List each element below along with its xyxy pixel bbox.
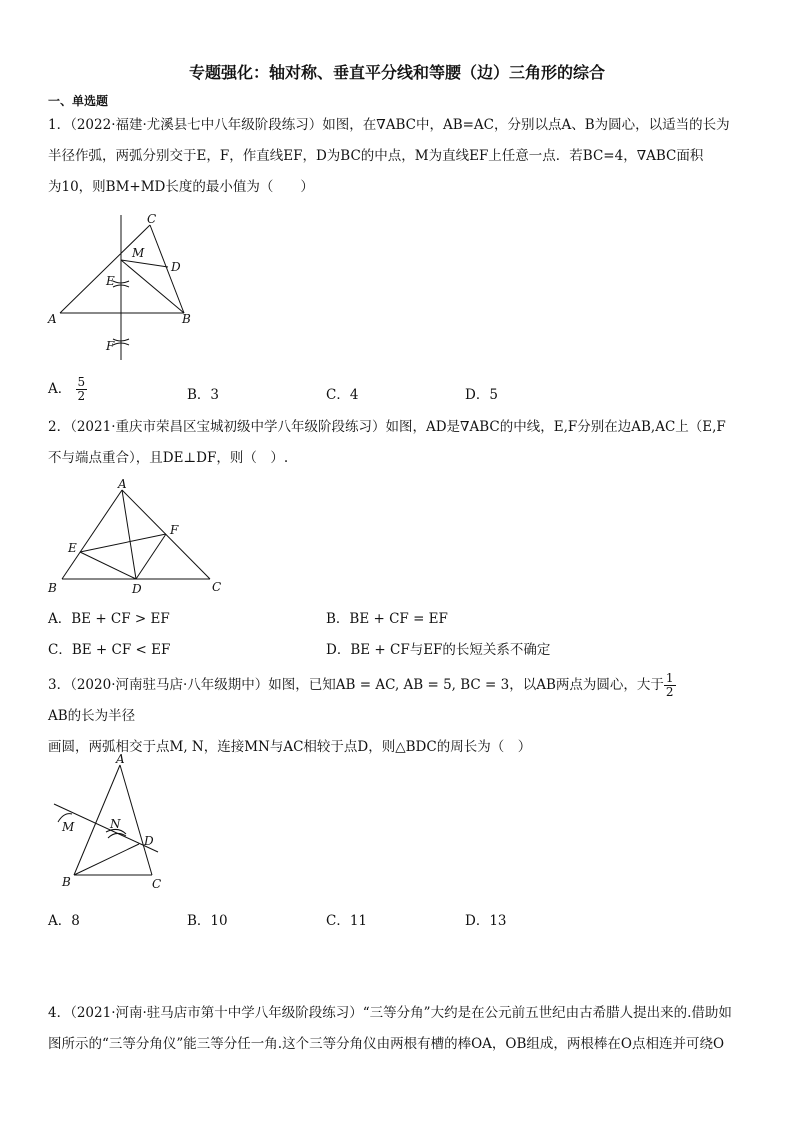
question-1-option-c[interactable]: C．4 (326, 387, 359, 403)
label-c: C (147, 212, 157, 226)
line-ad (122, 490, 136, 579)
document-title: 专题强化：轴对称、垂直平分线和等腰（边）三角形的综合 (188, 63, 605, 82)
label-a: A (118, 477, 127, 491)
line-ed (80, 552, 136, 579)
question-3-option-d[interactable]: D．13 (465, 913, 507, 929)
question-2-line-1: 2．（2021·重庆市荣昌区宝城初级中学八年级阶段练习）如图，AD是∇ABC的中线，E,F分别在边AB,AC上（E,F (48, 419, 726, 435)
question-2-option-d[interactable]: D．BE + CF与EF的长短关系不确定 (326, 642, 551, 658)
label-f: F (170, 523, 179, 537)
line-ac (60, 225, 150, 313)
label-e: E (106, 274, 115, 288)
label-m: M (132, 246, 145, 260)
question-2-figure (40, 472, 240, 602)
question-4-text (48, 998, 748, 1060)
label-c: C (212, 580, 222, 594)
question-3-option-a[interactable]: A．8 (48, 913, 80, 929)
question-2-text (48, 412, 748, 474)
label-b: B (48, 581, 57, 595)
question-2-option-c[interactable]: C．BE + CF < EF (48, 642, 171, 658)
question-2-line-2: 不与端点重合），且DE⊥DF，则（ ）. (48, 450, 289, 466)
fraction-one-half: $\frac{1}{2}$ (665, 671, 674, 699)
label-m: M (62, 820, 75, 834)
question-3-line-1: 3．（2020·河南驻马店·八年级期中）如图，已知AB = AC, AB = 5, BC = 3，以AB两点为圆心，大于 $\frac{1}{2}$ AB的长为半径 (48, 671, 674, 724)
line-ef (80, 534, 166, 552)
question-2-option-a[interactable]: A．BE + CF > EF (48, 611, 170, 627)
question-3-option-b[interactable]: B．10 (187, 913, 228, 929)
label-c: C (152, 877, 162, 891)
question-1-text (48, 110, 748, 203)
question-1-line-3: 为10，则BM+MD长度的最小值为（ ） (48, 179, 314, 195)
question-1-line-2: 半径作弧，两弧分别交于E，F，作直线EF，D为BC的中点，M为直线EF上任意一点．若BC=4，∇ABC面积 (48, 148, 704, 164)
question-3-line-2: 画圆，两弧相交于点M, N，连接MN与AC相较于点D，则△BDC的周长为（ ） (48, 739, 532, 755)
line-bd (74, 844, 139, 875)
question-1-option-d[interactable]: D．5 (465, 387, 498, 403)
question-1-option-a[interactable]: A． $\frac{5}{2}$ (48, 375, 86, 403)
label-d: D (132, 582, 142, 596)
question-1-option-b[interactable]: B．3 (187, 387, 220, 403)
question-1-line-1: 1．（2022·福建·尤溪县七中八年级阶段练习）如图，在∇ABC中，AB=AC，分别以点A、B为圆心，以适当的长为 (48, 117, 730, 133)
label-f: F (106, 339, 115, 353)
line-ab (62, 490, 122, 579)
label-a: A (48, 312, 57, 326)
label-b: B (62, 875, 71, 889)
question-1-figure (40, 205, 220, 365)
question-3-figure (40, 750, 190, 895)
question-4-line-2: 图所示的“三等分角仪”能三等分任一角.这个三等分角仪由两根有槽的棒OA，OB组成，两根棒在O点相连并可绕O (48, 1036, 725, 1052)
question-2-option-b[interactable]: B．BE + CF = EF (326, 611, 448, 627)
label-n: N (110, 817, 121, 831)
question-3-option-c[interactable]: C．11 (326, 913, 368, 929)
label-d: D (171, 260, 181, 274)
label-e: E (68, 541, 77, 555)
line-ac (120, 765, 152, 875)
label-b: B (182, 312, 191, 326)
fraction-five-halves: $\frac{5}{2}$ (77, 375, 86, 403)
line-df (136, 534, 166, 579)
label-a: A (116, 752, 125, 766)
section-heading: 一、单选题 (48, 94, 109, 108)
label-d: D (144, 834, 154, 848)
question-4-line-1: 4．（2021·河南·驻马店市第十中学八年级阶段练习）“三等分角”大约是在公元前五世纪由古希腊人提出来的.借助如 (48, 1005, 732, 1021)
